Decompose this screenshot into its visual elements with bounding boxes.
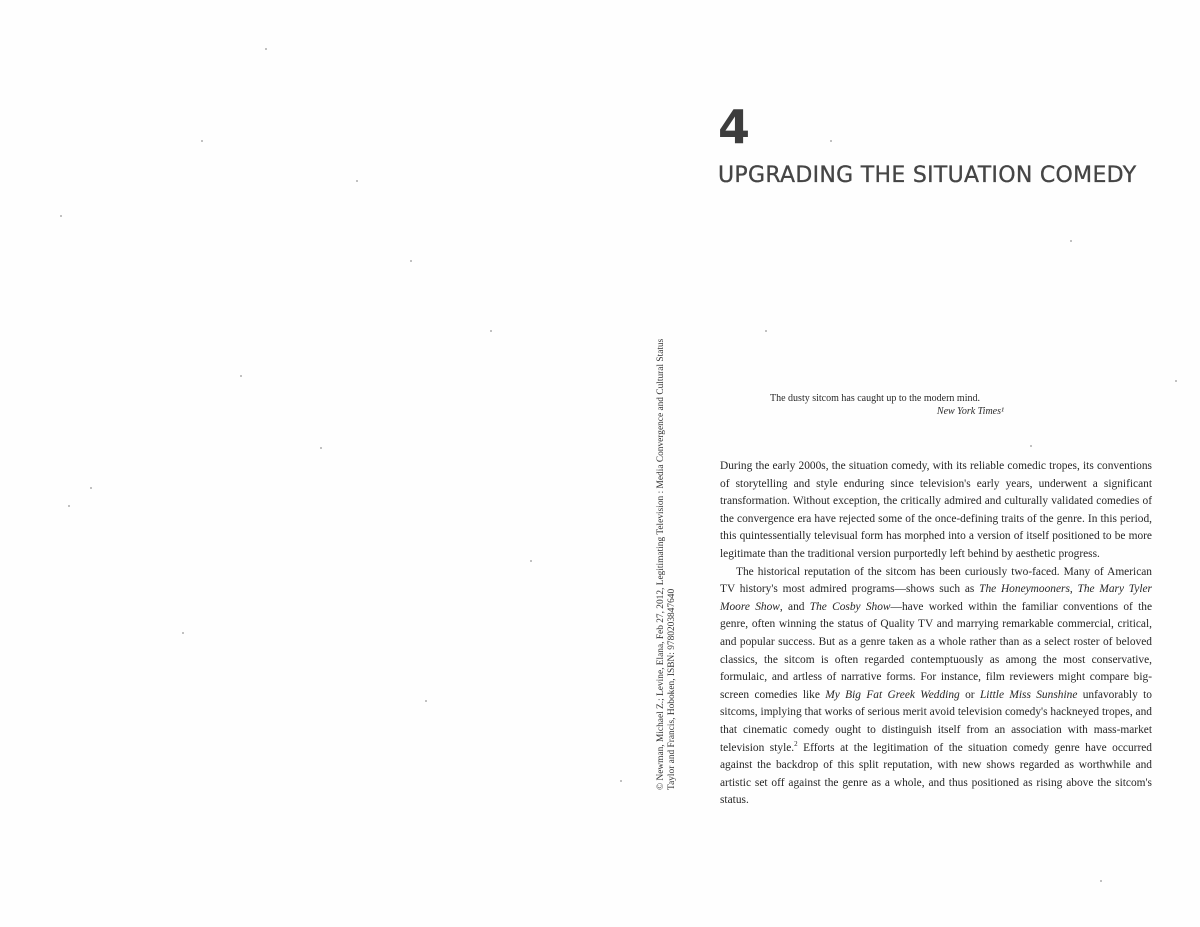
scan-speck bbox=[1100, 880, 1102, 882]
scan-speck bbox=[68, 505, 70, 507]
scan-speck bbox=[830, 140, 832, 142]
separator: , bbox=[1069, 583, 1078, 596]
paragraph-1: During the early 2000s, the situation comedy, with its reliable comedic tropes, its conventions of storytelling and style enduring since television's early years, underwent a significant transformation. Without exception, the critically admired and culturally validated comedies of the convergence era have rejected some of the once-defining traits of the genre. In this period, this quintessentially televisual form has morphed into a version of itself positioned to be more legitimate than the traditional version purportedly left behind by aesthetic progress. bbox=[720, 460, 1152, 560]
scan-speck bbox=[182, 632, 184, 634]
chapter-title: UPGRADING THE SITUATION COMEDY bbox=[718, 163, 1137, 188]
epigraph-source: New York Times¹ bbox=[936, 406, 1004, 417]
scan-speck bbox=[265, 48, 267, 50]
scan-speck bbox=[240, 375, 242, 377]
scan-speck bbox=[425, 700, 427, 702]
show-title: The Cosby Show bbox=[809, 600, 891, 613]
scan-speck bbox=[410, 260, 412, 262]
scan-speck bbox=[1030, 445, 1032, 447]
film-title: Little Miss Sunshine bbox=[979, 688, 1078, 701]
paragraph-2-text: Efforts at the legitimation of the situation comedy genre have occurred against the backdrop of this split reputation, with new shows regarded as worthwhile and artistic set off against the genre as a whole, and thus positioned as rising above the sitcom's status. bbox=[720, 741, 1153, 807]
copyright-line-1: © Newman, Michael Z.; Levine, Elana, Feb 27, 2012, Legitimating Television : Media Convergence and Cultural Status bbox=[656, 338, 666, 790]
scan-speck bbox=[320, 447, 322, 449]
copyright-notice bbox=[656, 190, 686, 790]
show-title: The Honeymooners bbox=[979, 583, 1070, 596]
scan-speck bbox=[1070, 240, 1072, 242]
scan-speck bbox=[60, 215, 62, 217]
separator: or bbox=[959, 688, 980, 701]
film-title: My Big Fat Greek Wedding bbox=[825, 688, 960, 701]
show-title: The Mary Tyler Moore Show bbox=[720, 583, 1152, 613]
separator: , and bbox=[779, 600, 810, 613]
scan-speck bbox=[530, 560, 532, 562]
chapter-number: 4 bbox=[718, 100, 751, 154]
paragraph-2-text: The historical reputation of the sitcom has been curiously two-faced. Many of American TV history's most admired programs—shows such as bbox=[720, 565, 1152, 596]
copyright-line-2: Taylor and Francis, Hoboken, ISBN: 9780203847640 bbox=[666, 588, 677, 790]
scan-speck bbox=[620, 780, 622, 782]
epigraph-quote: The dusty sitcom has caught up to the modern mind. bbox=[770, 393, 980, 404]
scan-speck bbox=[201, 140, 203, 142]
paragraph-2-text: —have worked within the familiar conventions of the genre, often winning the status of Quality TV and marrying remarkable commercial, critical, and popular success. But as a genre taken as a whole rather than as a select roster of beloved classics, the sitcom is often regarded contemptuously as among the most conservative, formulaic, and artless of narrative forms. For instance, film reviewers might compare big-screen comedies like bbox=[720, 600, 1153, 701]
scan-speck bbox=[490, 330, 492, 332]
scan-speck bbox=[1175, 380, 1177, 382]
epigraph bbox=[770, 392, 1010, 418]
footnote-marker[interactable]: 2 bbox=[794, 739, 798, 748]
chapter-body bbox=[720, 458, 1152, 810]
scan-speck bbox=[90, 487, 92, 489]
scan-speck bbox=[765, 330, 767, 332]
paragraph-2 bbox=[720, 564, 1152, 810]
scan-speck bbox=[356, 180, 358, 182]
paragraph-2-text: unfavorably to sitcoms, implying that works of serious merit avoid television comedy's hackneyed tropes, and that cinematic comedy ought to distinguish itself from an association with mass-market television style. bbox=[720, 688, 1152, 754]
